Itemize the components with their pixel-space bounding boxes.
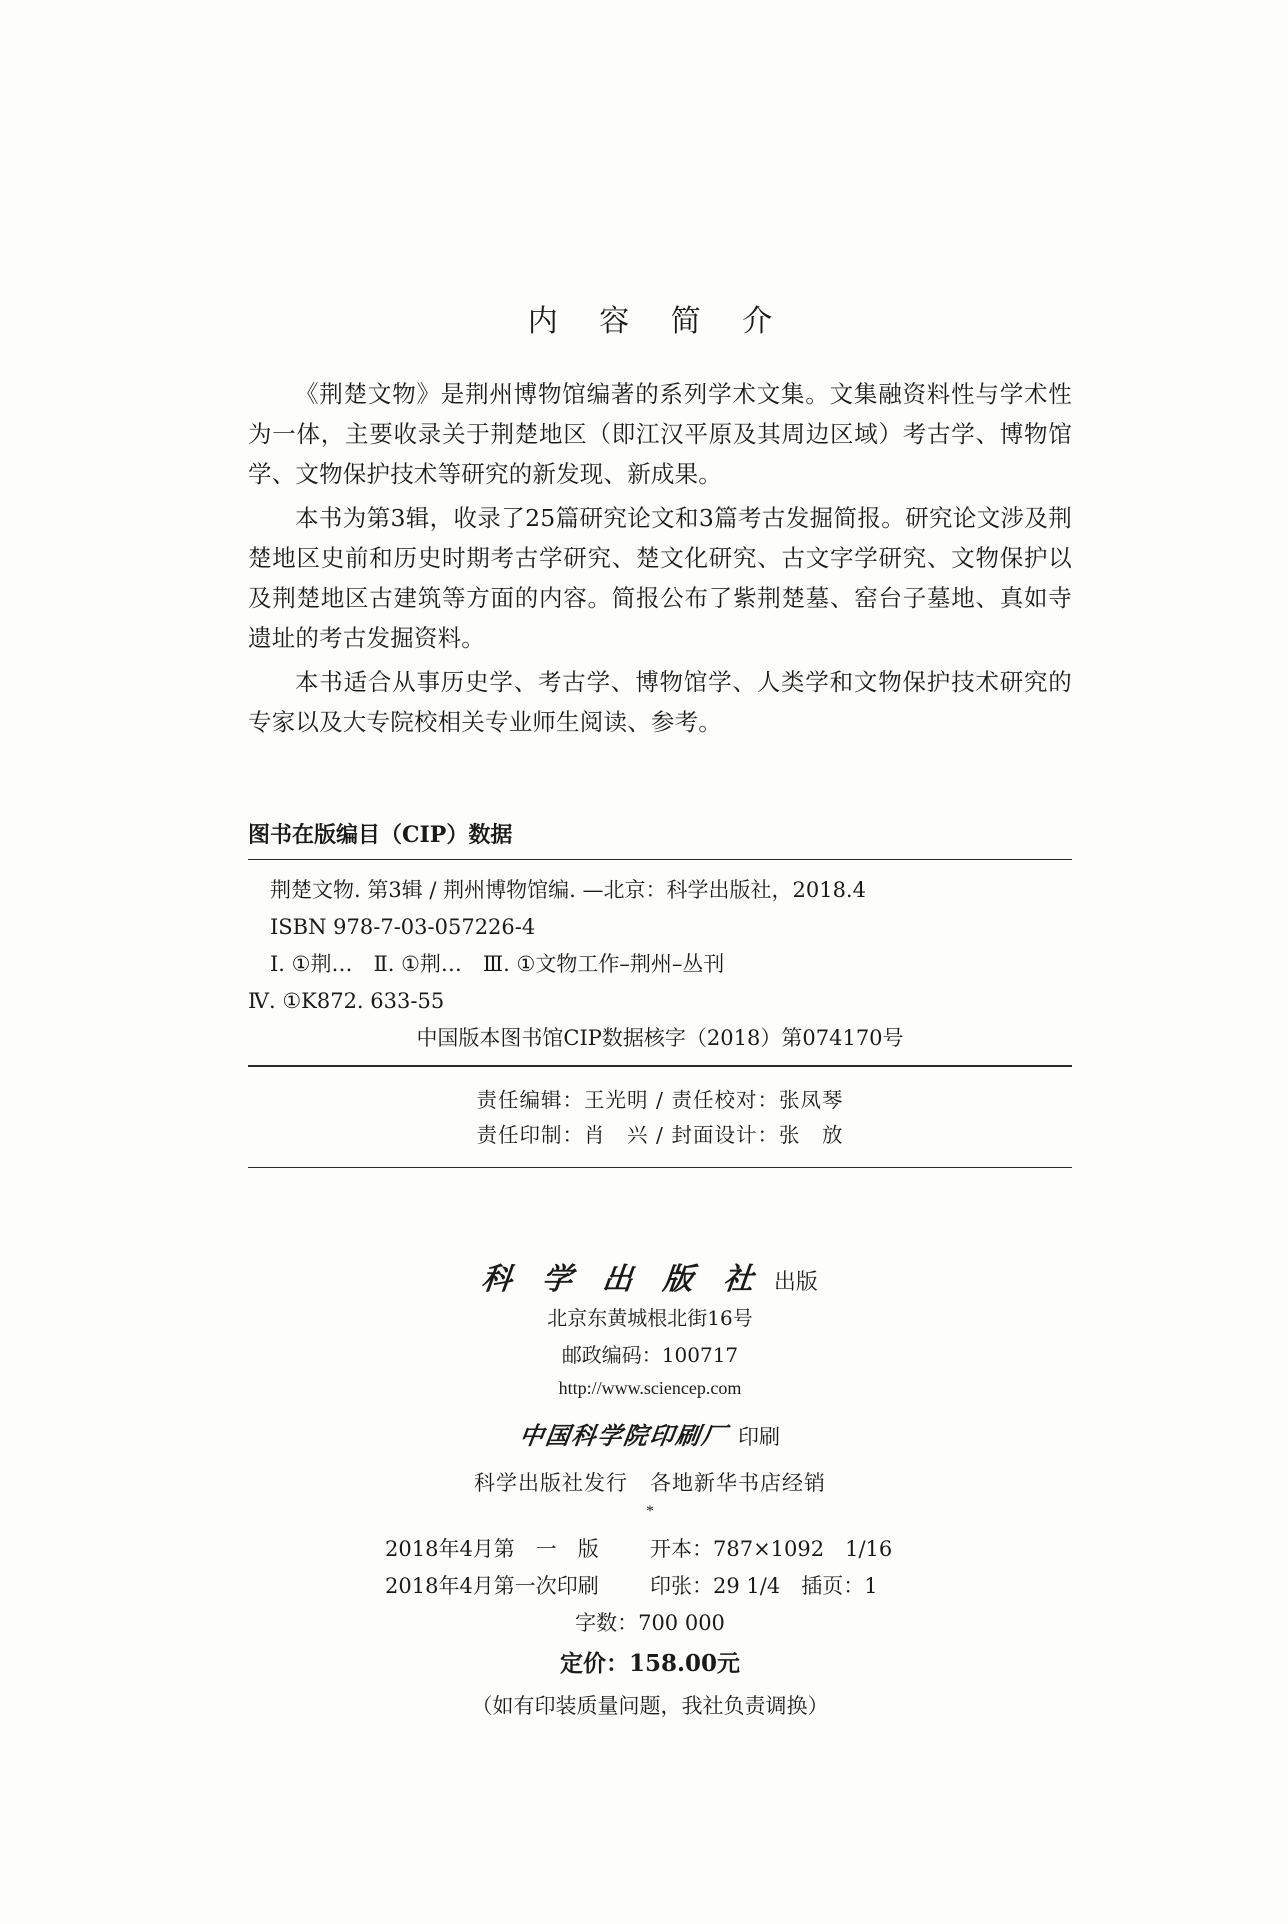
- imprint-printing: 2018年4月第一次印刷: [385, 1574, 599, 1598]
- imprint-block: [210, 1531, 1090, 1726]
- publisher-postcode: 邮政编码：100717: [561, 1343, 739, 1367]
- publisher-address: 北京东黄城根北街16号: [547, 1306, 753, 1330]
- publisher-logo-suffix: 出版: [773, 1270, 818, 1295]
- cip-lines: [248, 860, 1072, 1065]
- imprint-sheets: 印张：29 1/4 插页：1: [650, 1574, 878, 1598]
- credits-editor-line: 责任编辑：王光明 / 责任校对：张凤琴: [476, 1088, 844, 1112]
- distribution-line: 科学出版社发行 各地新华书店经销: [474, 1471, 826, 1495]
- imprint-format: 开本：787×1092 1/16: [650, 1537, 893, 1561]
- brief-body: [210, 374, 1090, 742]
- printer-name: 中国科学院印刷厂: [517, 1421, 730, 1450]
- publisher-block: [210, 1254, 1090, 1521]
- imprint-wordcount: 字数：700 000: [575, 1611, 725, 1635]
- imprint-note: （如有印装质量问题，我社负责调换）: [471, 1694, 829, 1718]
- cip-heading: 图书在版编目（CIP）数据: [248, 822, 513, 848]
- brief-paragraph-2: 本书为第3辑，收录了25篇研究论文和3篇考古发掘简报。研究论文涉及荆楚地区史前和历史时期考古学研究、楚文化研究、古文字学研究、文物保护以及荆楚地区古建筑等方面的内容。简报公布了紫荆楚墓、窑台子墓地、真如寺遗址的考古发掘资料。: [248, 504, 1072, 652]
- cip-line-registry: 中国版本图书馆CIP数据核字（2018）第074170号: [416, 1026, 904, 1050]
- page-title: 内 容 简 介: [527, 304, 789, 339]
- credits-bottom-rule: [248, 1167, 1072, 1168]
- cip-line-classification: Ⅰ. ①荆… Ⅱ. ①荆… Ⅲ. ①文物工作–荆州–丛刊: [270, 952, 725, 976]
- page-content: [210, 0, 1090, 1726]
- imprint-row-printing: [210, 1568, 1090, 1605]
- brief-paragraph-3: 本书适合从事历史学、考古学、博物馆学、人类学和文物保护技术研究的专家以及大专院校相关专业师生阅读、参考。: [248, 668, 1072, 736]
- credits-block: [248, 1067, 1072, 1167]
- publisher-logo: 科 学 出 版 社: [479, 1262, 766, 1297]
- printer-row: [210, 1416, 1090, 1451]
- cip-line-isbn: ISBN 978-7-03-057226-4: [270, 915, 536, 939]
- cip-line-title: 荆楚文物. 第3辑 / 荆州博物馆编. —北京：科学出版社，2018.4: [270, 878, 866, 902]
- publisher-logo-row: [210, 1254, 1090, 1298]
- separator-asterisk: *: [646, 1503, 654, 1520]
- printer-suffix: 印刷: [738, 1425, 780, 1449]
- publisher-url[interactable]: http://www.sciencep.com: [558, 1378, 742, 1398]
- credits-printing-line: 责任印制：肖 兴 / 封面设计：张 放: [476, 1123, 844, 1147]
- imprint-edition: 2018年4月第 一 版: [385, 1537, 599, 1561]
- imprint-price: 定价：158.00元: [559, 1650, 741, 1677]
- imprint-row-edition: [210, 1531, 1090, 1568]
- cip-line-cn-class: Ⅳ. ①K872. 633-55: [248, 989, 445, 1013]
- brief-paragraph-1: 《荆楚文物》是荆州博物馆编著的系列学术文集。文集融资料性与学术性为一体，主要收录关于荆楚地区（即江汉平原及其周边区域）考古学、博物馆学、文物保护技术等研究的新发现、新成果。: [248, 380, 1072, 488]
- cip-block: [210, 818, 1090, 1168]
